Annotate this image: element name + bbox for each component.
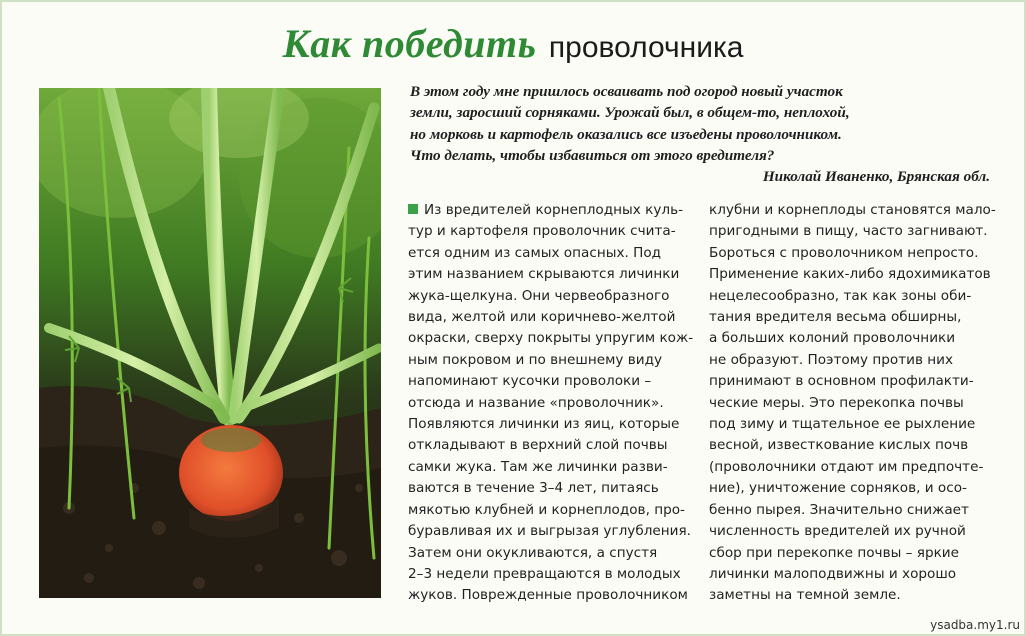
carrot-photo bbox=[39, 88, 381, 598]
text-line: Появляются личинки из яиц, которые bbox=[408, 416, 680, 433]
text-line: ваются в течение 3–4 лет, питаясь bbox=[408, 480, 659, 497]
text-line: Бороться с проволочником непросто. bbox=[709, 244, 979, 261]
answer-column-2 bbox=[709, 200, 996, 607]
text-line: (проволочники отдают им предпочте- bbox=[709, 458, 984, 475]
text-line: не образуют. Поэтому против них bbox=[709, 351, 954, 368]
text-line bbox=[408, 200, 692, 221]
text-line: пригодными в пищу, часто загнивают. bbox=[709, 223, 988, 240]
text-line: окраски, сверху покрыты упругим кож- bbox=[408, 330, 694, 347]
question-author: Николай Иваненко, Брянская обл. bbox=[762, 168, 990, 186]
text-line: ется одним из самых опасных. Под bbox=[408, 244, 662, 261]
reader-question bbox=[410, 81, 990, 187]
text-line: весной, известкование кислых почв bbox=[709, 437, 969, 454]
text-line: самки жука. Там же личинки разви- bbox=[408, 458, 668, 475]
text-line: нецелесообразно, так как зоны оби- bbox=[709, 287, 972, 304]
question-line: В этом году мне пришлось осваивать под огород новый участок bbox=[410, 83, 843, 100]
text-line: жука-щелкуна. Они червеобразного bbox=[408, 287, 670, 304]
text-line: мякотью клубней и корнеплодов, про- bbox=[408, 501, 685, 518]
text-line: сбор при перекопке почвы – яркие bbox=[709, 544, 959, 561]
text-line: вида, желтой или коричнево-желтой bbox=[408, 309, 676, 326]
title-rest: проволочника bbox=[548, 31, 744, 64]
text-line: отсюда и название «проволочник». bbox=[408, 394, 664, 411]
text-line: численность вредителей их ручной bbox=[709, 523, 966, 540]
text-line: 2–3 недели превращаются в молодых bbox=[408, 565, 681, 582]
text-line: клубни и корнеплоды становятся мало- bbox=[709, 202, 996, 218]
text-line: бенно пырея. Значительно снижает bbox=[709, 501, 969, 518]
title-accent: Как победить bbox=[282, 21, 537, 66]
green-square-bullet-icon bbox=[408, 204, 418, 214]
text-line: личинки малоподвижны и хорошо bbox=[709, 565, 957, 582]
text-line: жуков. Поврежденные проволочником bbox=[408, 587, 688, 604]
text-line: под зиму и тщательное ее рыхление bbox=[709, 416, 976, 433]
text-line: Затем они окукливаются, а спустя bbox=[408, 544, 658, 561]
text-line: откладывают в верхний слой почвы bbox=[408, 437, 668, 454]
text-line: принимают в основном профилакти- bbox=[709, 373, 974, 390]
site-watermark: ysadba.my1.ru bbox=[930, 618, 1020, 632]
text-line: ным покровом и по внешнему виду bbox=[408, 351, 663, 368]
text-line-content: Из вредителей корнеплодных куль- bbox=[424, 202, 683, 218]
question-line: Что делать, чтобы избавиться от этого вредителя? bbox=[410, 146, 775, 164]
text-line: заметны на темной земле. bbox=[709, 587, 901, 604]
text-line: а больших колоний проволочники bbox=[709, 330, 956, 347]
text-line: напоминают кусочки проволоки – bbox=[408, 373, 652, 390]
text-line: тания вредителя весьма обширны, bbox=[709, 309, 962, 326]
text-line: тур и картофеля проволочник счита- bbox=[408, 223, 676, 240]
question-line: но морковь и картофель оказались все изъедены проволочником. bbox=[410, 125, 842, 143]
text-line: этим названием скрываются личинки bbox=[408, 266, 680, 283]
text-line: буравливая их и выгрызая углубления. bbox=[408, 523, 691, 540]
text-line: ческие меры. Это перекопка почвы bbox=[709, 394, 964, 411]
article-title bbox=[2, 20, 1024, 67]
answer-column-1 bbox=[408, 200, 692, 607]
question-line: земли, заросший сорняками. Урожай был, в общем-то, неплохой, bbox=[410, 104, 850, 122]
text-line: Применение каких-либо ядохимикатов bbox=[709, 266, 991, 283]
text-line: ние), уничтожение сорняков, и осо- bbox=[709, 480, 967, 497]
